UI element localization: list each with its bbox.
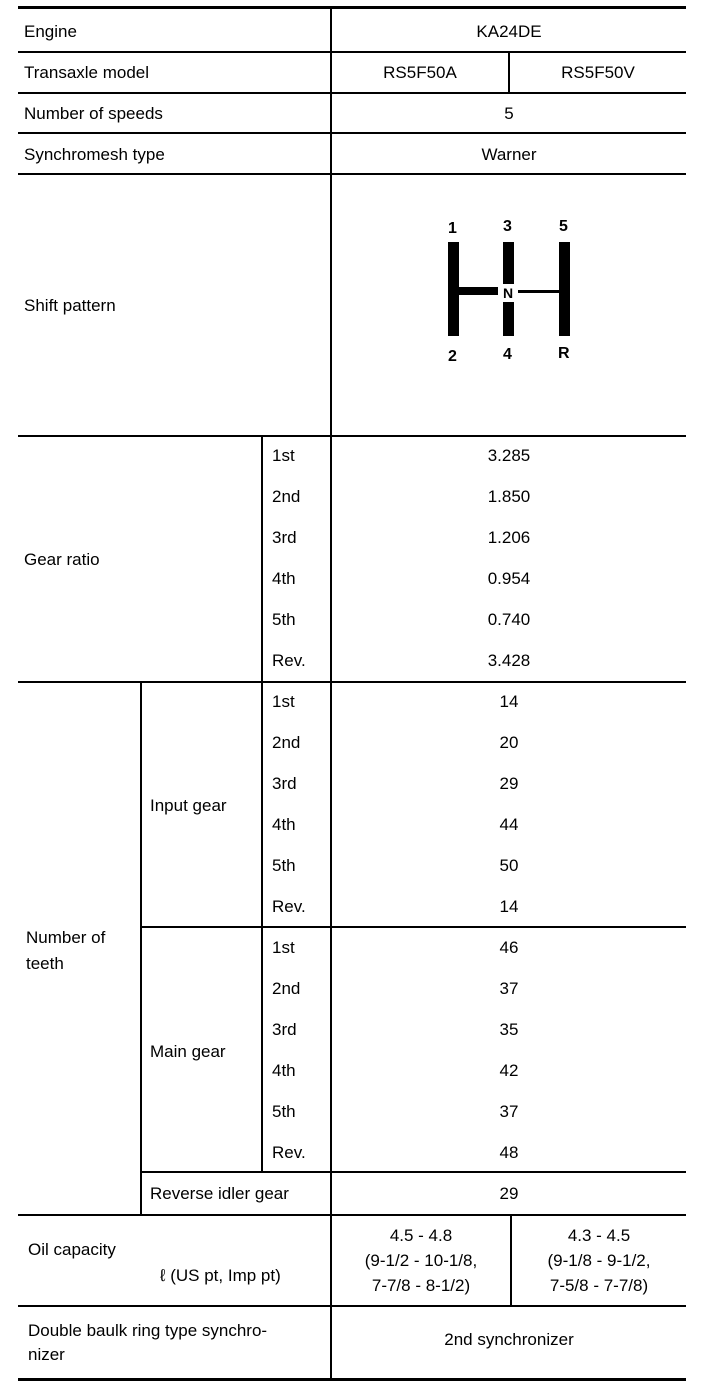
engine-value: KA24DE <box>476 22 542 41</box>
input-gear-rev-value: 14 <box>499 897 519 916</box>
main-gear-2nd: 2nd <box>272 979 301 998</box>
main-gear-2nd-value: 37 <box>499 979 519 998</box>
gear-ratio-rev: Rev. <box>272 651 306 670</box>
oil-capacity-v-line3: 7-5/8 - 7-7/8) <box>549 1276 649 1295</box>
rule-oil <box>18 1305 686 1307</box>
gear-ratio-5th: 5th <box>272 610 296 629</box>
col-divider-teeth <box>140 682 142 1215</box>
oil-capacity-v-line2: (9-1/8 - 9-1/2, <box>547 1251 651 1270</box>
shift-position-R: R <box>558 345 570 362</box>
gear-ratio-4th: 4th <box>272 569 296 588</box>
col-divider-gear-ratio <box>261 436 263 682</box>
main-gear-1st: 1st <box>272 938 295 957</box>
speeds-value: 5 <box>504 104 514 123</box>
shift-position-3: 3 <box>503 218 512 235</box>
oil-capacity-v-line1: 4.3 - 4.5 <box>567 1226 631 1245</box>
shift-gate-5-R <box>559 242 570 336</box>
main-gear-rev-value: 48 <box>499 1143 519 1162</box>
gear-ratio-2nd-value: 1.850 <box>487 487 531 506</box>
speeds-label: Number of speeds <box>24 104 163 123</box>
main-gear-label: Main gear <box>150 1042 226 1061</box>
gear-ratio-1st-value: 3.285 <box>487 446 531 465</box>
oil-capacity-unit: ℓ (US pt, Imp pt) <box>160 1266 281 1285</box>
synchromesh-label: Synchromesh type <box>24 145 165 164</box>
shift-crossbar <box>448 287 498 295</box>
gear-ratio-rev-value: 3.428 <box>487 651 531 670</box>
shift-position-4: 4 <box>503 346 512 363</box>
input-gear-5th-value: 50 <box>499 856 519 875</box>
shift-position-N: N <box>503 285 514 301</box>
reverse-idler-label: Reverse idler gear <box>150 1184 289 1203</box>
input-gear-4th-value: 44 <box>499 815 519 834</box>
engine-label: Engine <box>24 22 77 41</box>
oil-capacity-label: Oil capacity <box>28 1240 116 1259</box>
main-gear-4th: 4th <box>272 1061 296 1080</box>
baulk-label-line2: nizer <box>28 1345 65 1364</box>
baulk-label-line1: Double baulk ring type synchro- <box>28 1321 268 1340</box>
gear-ratio-label: Gear ratio <box>24 550 100 569</box>
rule-teeth <box>18 1214 686 1216</box>
main-gear-5th: 5th <box>272 1102 296 1121</box>
shift-position-5: 5 <box>559 218 568 235</box>
input-gear-5th: 5th <box>272 856 296 875</box>
rule-engine <box>18 51 686 53</box>
rule-synchro <box>18 173 686 175</box>
teeth-label-line2: teeth <box>26 954 64 973</box>
gear-ratio-3rd-value: 1.206 <box>487 528 531 547</box>
main-gear-4th-value: 42 <box>499 1061 519 1080</box>
shift-crossbar-right <box>518 290 563 293</box>
input-gear-1st: 1st <box>272 692 295 711</box>
rule-shift <box>18 435 686 437</box>
rule-transaxle <box>18 92 686 94</box>
transaxle-model-v: RS5F50V <box>561 63 635 82</box>
input-gear-1st-value: 14 <box>499 692 519 711</box>
rule-input-gear <box>141 926 686 928</box>
input-gear-rev: Rev. <box>272 897 306 916</box>
rule-top <box>18 6 686 9</box>
gear-ratio-5th-value: 0.740 <box>487 610 531 629</box>
input-gear-3rd: 3rd <box>272 774 297 793</box>
main-gear-1st-value: 46 <box>499 938 519 957</box>
gear-ratio-3rd: 3rd <box>272 528 297 547</box>
gear-ratio-2nd: 2nd <box>272 487 301 506</box>
shift-position-2: 2 <box>448 348 457 365</box>
gear-ratio-1st: 1st <box>272 446 295 465</box>
col-divider-teeth-gear <box>261 682 263 1172</box>
transaxle-label: Transaxle model <box>24 63 150 82</box>
reverse-idler-value: 29 <box>499 1184 519 1203</box>
gear-ratio-4th-value: 0.954 <box>487 569 531 588</box>
input-gear-label: Input gear <box>150 796 227 815</box>
baulk-value: 2nd synchronizer <box>444 1330 574 1349</box>
transaxle-model-a: RS5F50A <box>383 63 457 82</box>
input-gear-2nd: 2nd <box>272 733 301 752</box>
shift-pattern-label: Shift pattern <box>24 296 116 315</box>
oil-capacity-a-line3: 7-7/8 - 8-1/2) <box>371 1276 471 1295</box>
main-gear-3rd-value: 35 <box>499 1020 519 1039</box>
oil-capacity-a-line2: (9-1/2 - 10-1/8, <box>364 1251 478 1270</box>
teeth-label-line1: Number of <box>26 928 106 947</box>
input-gear-2nd-value: 20 <box>499 733 519 752</box>
main-gear-3rd: 3rd <box>272 1020 297 1039</box>
main-gear-rev: Rev. <box>272 1143 306 1162</box>
main-gear-5th-value: 37 <box>499 1102 519 1121</box>
rule-speeds <box>18 132 686 134</box>
rule-ratio <box>18 681 686 683</box>
input-gear-4th: 4th <box>272 815 296 834</box>
shift-position-1: 1 <box>448 220 457 237</box>
rule-main-gear <box>141 1171 686 1173</box>
oil-capacity-a-line1: 4.5 - 4.8 <box>389 1226 453 1245</box>
synchromesh-value: Warner <box>481 145 537 164</box>
rule-bottom <box>18 1378 686 1381</box>
input-gear-3rd-value: 29 <box>499 774 519 793</box>
